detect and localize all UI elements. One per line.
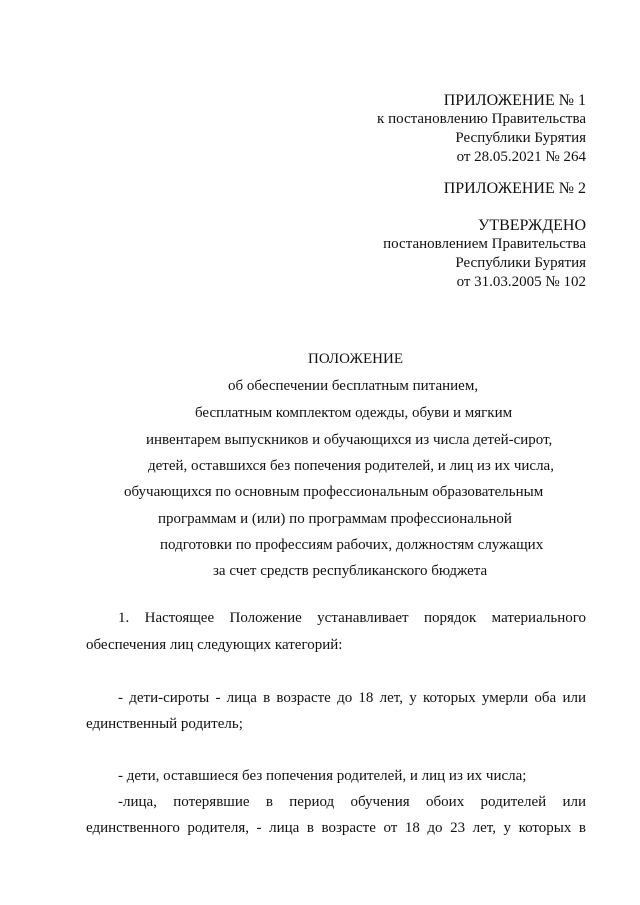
paragraph-2-line-1: - дети-сироты - лица в возрасте до 18 лет, у которых умерли оба или	[118, 690, 586, 706]
approved-region: Республики Бурятия	[455, 255, 586, 271]
title-line-4: детей, оставшихся без попечения родителей, и лиц из их числа,	[148, 458, 554, 474]
appendix-1-subtitle: к постановлению Правительства	[377, 111, 586, 127]
paragraph-1-line-1: 1. Настоящее Положение устанавливает порядок материального	[118, 610, 586, 626]
appendix-1-date: от 28.05.2021 № 264	[456, 149, 586, 165]
approved-title: УТВЕРЖДЕНО	[477, 217, 586, 234]
paragraph-4-line-2: единственного родителя, - лица в возрасте от 18 до 23 лет, у которых в	[86, 820, 586, 836]
approved-date: от 31.03.2005 № 102	[456, 274, 586, 290]
title-line-3: инвентарем выпускников и обучающихся из числа детей-сирот,	[146, 432, 553, 448]
title-line-8: за счет средств республиканского бюджета	[213, 563, 488, 579]
title-line-7: подготовки по профессиям рабочих, должностям служащих	[160, 537, 544, 553]
paragraph-3-line-1: - дети, оставшиеся без попечения родителей, и лиц из их числа;	[118, 768, 527, 784]
title-line-5: обучающихся по основным профессиональным образовательным	[124, 484, 544, 500]
title-line-1: об обеспечении бесплатным питанием,	[228, 378, 479, 394]
appendix-2-title: ПРИЛОЖЕНИЕ № 2	[443, 180, 586, 197]
title-line-2: бесплатным комплектом одежды, обуви и мягким	[195, 405, 513, 421]
paragraph-4-line-1: -лица, потерявшие в период обучения обоих родителей или	[118, 794, 586, 810]
title-line-6: программам и (или) по программам профессиональной	[158, 511, 512, 527]
document-title: ПОЛОЖЕНИЕ	[308, 351, 403, 367]
appendix-1-header	[377, 91, 586, 167]
approved-header	[383, 216, 586, 292]
approved-subtitle: постановлением Правительства	[383, 236, 586, 252]
appendix-2-header	[444, 179, 586, 198]
appendix-1-region: Республики Бурятия	[455, 130, 586, 146]
paragraph-1-line-2: обеспечения лиц следующих категорий:	[86, 637, 343, 653]
paragraph-2-line-2: единственный родитель;	[86, 716, 243, 732]
appendix-1-title: ПРИЛОЖЕНИЕ № 1	[443, 92, 586, 109]
